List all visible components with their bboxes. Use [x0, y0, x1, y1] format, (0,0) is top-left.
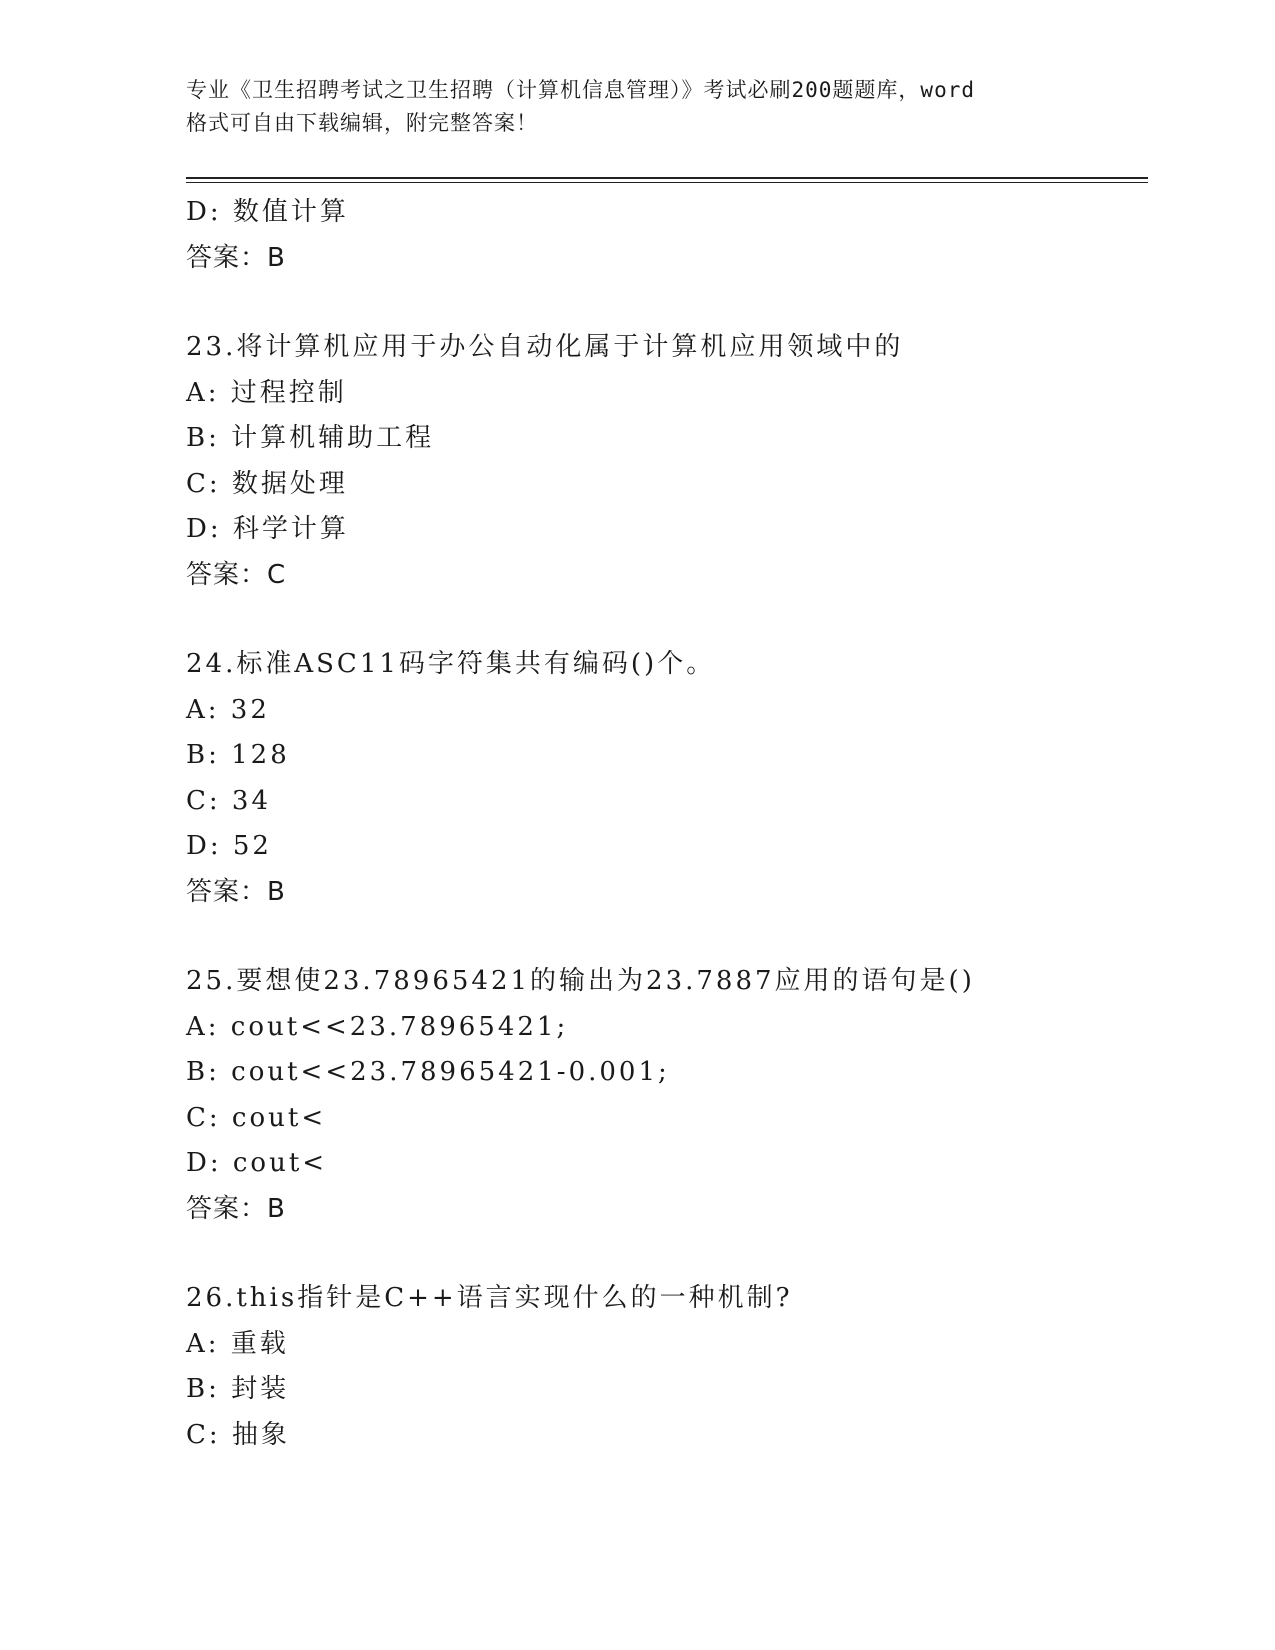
- question-23: [186, 325, 1146, 598]
- option-d: D: 52: [186, 831, 272, 861]
- option-a: A: cout<<23.78965421;: [186, 1011, 569, 1042]
- option-c: C: 数据处理: [186, 468, 348, 499]
- question-title: 25.要想使23.78965421的输出为23.7887应用的语句是(): [186, 966, 975, 996]
- question-25: [186, 959, 1146, 1232]
- option-a: A: 32: [186, 694, 270, 725]
- option-d: D: 科学计算: [186, 514, 349, 544]
- option-c: C: cout<: [186, 1102, 327, 1133]
- answer-line: 答案：B: [186, 1193, 286, 1224]
- question-title: 23.将计算机应用于办公自动化属于计算机应用领域中的: [186, 332, 904, 362]
- header-line-2: 格式可自由下载编辑，附完整答案！: [186, 111, 538, 135]
- question-content: [186, 190, 1146, 1458]
- option-a: A: 重载: [186, 1328, 289, 1359]
- question-title: 26.this指针是C++语言实现什么的一种机制?: [186, 1283, 793, 1313]
- answer-line: 答案：C: [186, 559, 287, 590]
- question-fragment-22: [186, 190, 1146, 281]
- option-b: B: 封装: [186, 1374, 290, 1404]
- option-a: A: 过程控制: [186, 377, 347, 408]
- header-divider-thick: [186, 177, 1148, 179]
- option-b: B: 128: [186, 740, 290, 770]
- answer-line: 答案：B: [186, 242, 286, 273]
- document-header: [186, 74, 1086, 140]
- question-24: [186, 642, 1146, 915]
- option-c: C: 抽象: [186, 1419, 290, 1450]
- option-c: C: 34: [186, 785, 272, 816]
- answer-line: 答案：B: [186, 876, 286, 907]
- question-title: 24.标准ASC11码字符集共有编码()个。: [186, 649, 716, 679]
- option-d: D: 数值计算: [186, 197, 349, 227]
- header-line-1: 专业《卫生招聘考试之卫生招聘（计算机信息管理）》考试必刷200题题库，word: [186, 78, 975, 102]
- question-26: [186, 1276, 1146, 1458]
- option-d: D: cout<: [186, 1148, 328, 1178]
- option-b: B: 计算机辅助工程: [186, 423, 435, 453]
- option-b: B: cout<<23.78965421-0.001;: [186, 1057, 670, 1087]
- header-divider-thin: [186, 182, 1148, 183]
